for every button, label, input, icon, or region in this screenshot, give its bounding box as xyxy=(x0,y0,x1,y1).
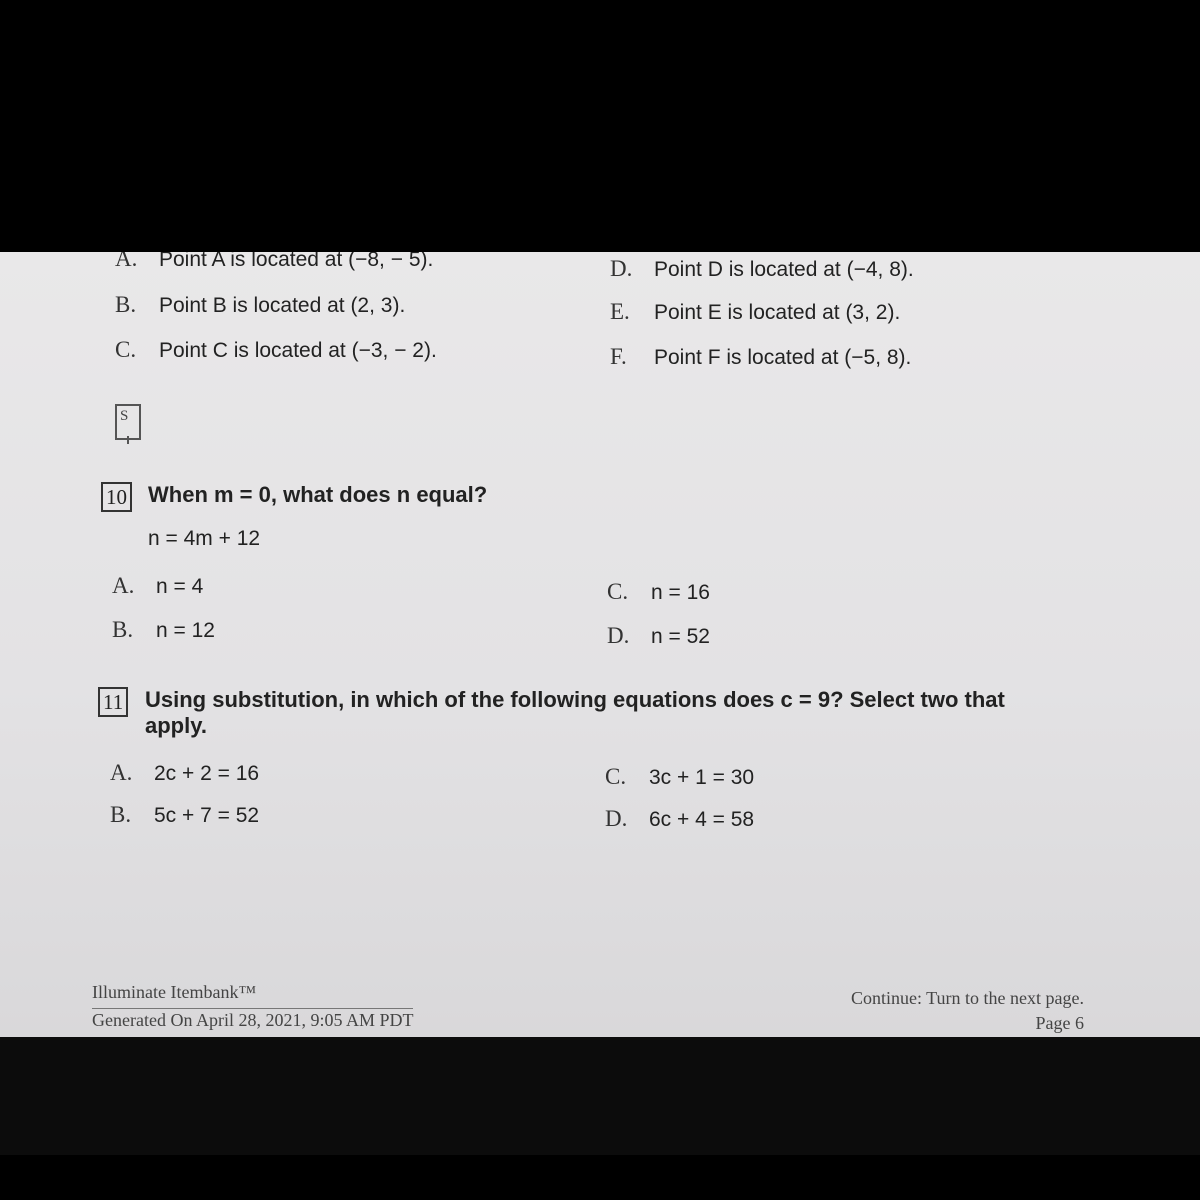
q11-prompt-line1: Using substitution, in which of the following equations does c = 9? Select two that xyxy=(145,687,1005,712)
q10-option-d[interactable]: D. n = 52 xyxy=(607,623,710,648)
q9-option-b[interactable]: B. Point B is located at (2, 3). xyxy=(115,292,406,317)
q9-option-f[interactable]: F. Point F is located at (−5, 8). xyxy=(610,344,912,369)
q9-option-d[interactable]: D. Point D is located at (−4, 8). xyxy=(610,256,914,281)
q10-option-b[interactable]: B. n = 12 xyxy=(112,617,215,642)
q10-option-c[interactable]: C. n = 16 xyxy=(607,579,710,604)
stamp-icon: S xyxy=(115,404,141,440)
q11-option-a[interactable]: A. 2c + 2 = 16 xyxy=(110,760,260,785)
q11-number-box: 11 xyxy=(98,687,128,717)
q9-option-e[interactable]: E. Point E is located at (3, 2). xyxy=(610,299,901,324)
q9-option-a[interactable]: A. Point A is located at (−8, − 5). xyxy=(115,252,434,271)
q10-option-a[interactable]: A. n = 4 xyxy=(112,573,204,598)
q10-prompt: When m = 0, what does n equal? xyxy=(148,482,488,507)
q9-option-c[interactable]: C. Point C is located at (−3, − 2). xyxy=(115,337,437,362)
q10-equation: n = 4m + 12 xyxy=(148,527,261,550)
q11-prompt-line2: apply. xyxy=(145,713,207,738)
q11-option-b[interactable]: B. 5c + 7 = 52 xyxy=(110,802,260,827)
q11-option-d[interactable]: D. 6c + 4 = 58 xyxy=(605,806,755,831)
q11-option-c[interactable]: C. 3c + 1 = 30 xyxy=(605,764,755,789)
footer-continue: Continue: Turn to the next page. xyxy=(851,988,1084,1008)
screen-bezel-bottom xyxy=(0,1037,1200,1155)
footer-page-number: Page 6 xyxy=(1035,1013,1084,1033)
footer-brand: Illuminate Itembank™ xyxy=(92,982,257,1002)
footer-generated: Generated On April 28, 2021, 9:05 AM PDT xyxy=(92,1010,414,1030)
q10-number-box: 10 xyxy=(101,482,132,512)
test-page xyxy=(0,252,1200,1037)
